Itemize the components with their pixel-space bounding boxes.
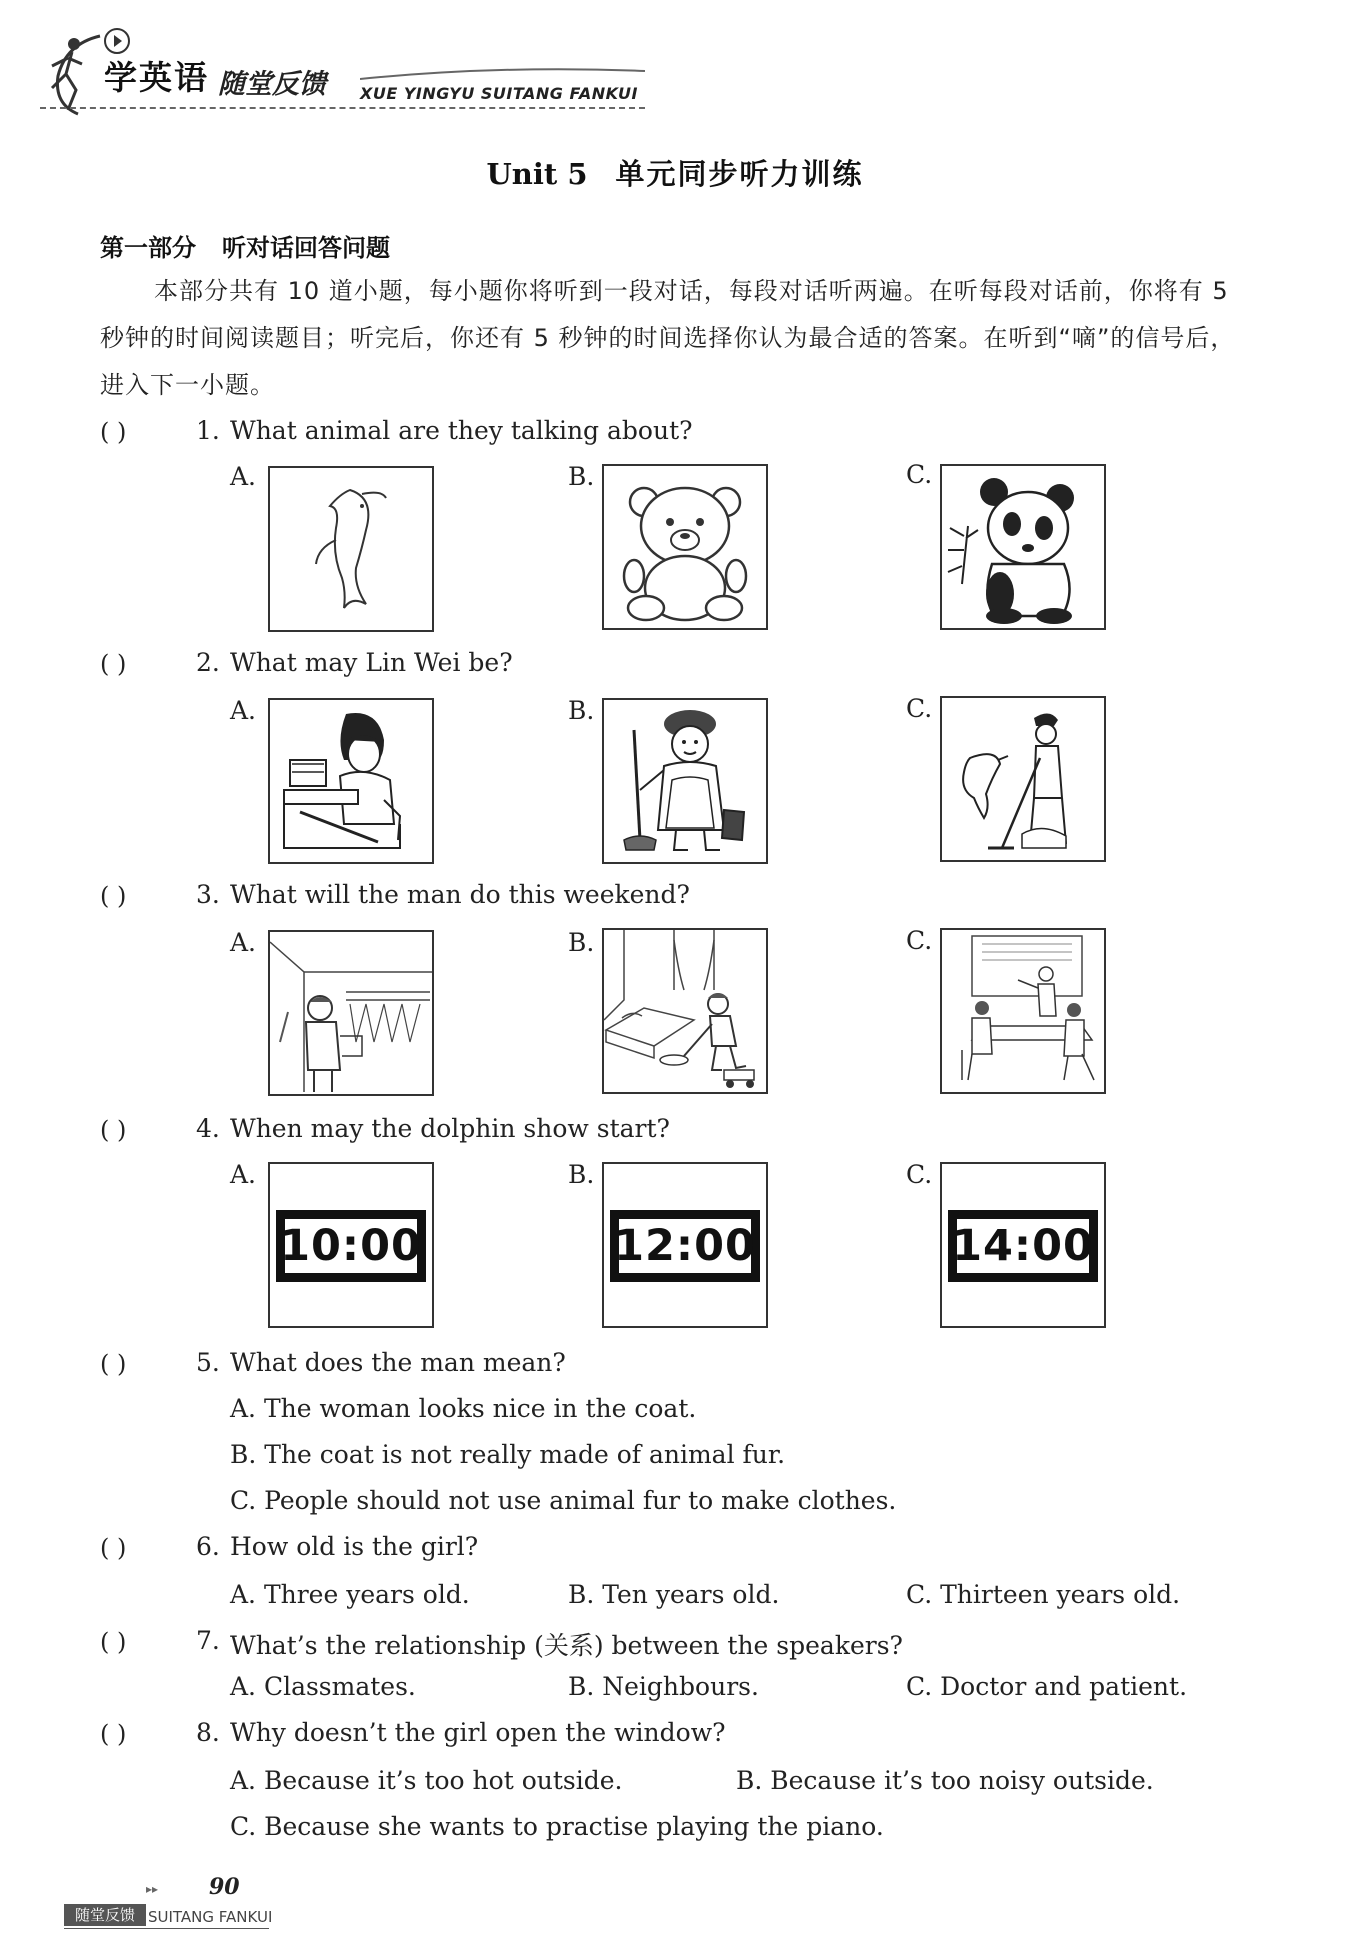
question-number: 6. <box>196 1532 220 1561</box>
option-image-a[interactable] <box>268 1162 434 1328</box>
choice-b[interactable]: B. Because it’s too noisy outside. <box>736 1766 1154 1795</box>
answer-blank[interactable]: ( ) <box>100 1628 127 1656</box>
option-image-a[interactable] <box>268 466 434 632</box>
option-image-b[interactable] <box>602 928 768 1094</box>
option-label: B. <box>568 462 595 491</box>
cleaner-icon <box>604 700 766 862</box>
choice-c[interactable]: C. Thirteen years old. <box>906 1580 1181 1609</box>
option-label: A. <box>230 462 257 491</box>
question-text: What does the man mean? <box>230 1348 566 1377</box>
answer-blank[interactable]: ( ) <box>100 1116 127 1144</box>
answer-blank[interactable]: ( ) <box>100 650 127 678</box>
dolphin-trainer-icon <box>942 698 1104 860</box>
choice-b[interactable]: B. The coat is not really made of animal fur. <box>230 1440 786 1469</box>
header-divider <box>40 107 645 109</box>
clock-time: 12:00 <box>618 1218 752 1274</box>
question-text: What will the man do this weekend? <box>230 880 690 909</box>
option-label: C. <box>906 460 933 489</box>
vacuum-cleaning-icon <box>604 930 766 1092</box>
choice-a[interactable]: A. Classmates. <box>230 1672 416 1701</box>
running-figure-icon <box>38 26 108 118</box>
question-number: 8. <box>196 1718 220 1747</box>
header-swoosh <box>360 66 645 80</box>
option-image-b[interactable] <box>602 698 768 864</box>
section-label: 第一部分 <box>100 234 196 262</box>
answer-blank[interactable]: ( ) <box>100 882 127 910</box>
panda-icon <box>942 466 1104 628</box>
choice-b[interactable]: B. Neighbours. <box>568 1672 759 1701</box>
option-label: C. <box>906 1160 933 1189</box>
choice-a[interactable]: A. Three years old. <box>230 1580 470 1609</box>
option-label: A. <box>230 1160 257 1189</box>
choice-a[interactable]: A. Because it’s too hot outside. <box>230 1766 623 1795</box>
option-label: A. <box>230 928 257 957</box>
teddy-bear-icon <box>604 466 766 628</box>
header-logo-cn: 学英语 <box>104 58 209 97</box>
option-label: B. <box>568 1160 595 1189</box>
digital-clock-icon <box>276 1210 426 1282</box>
answer-blank[interactable]: ( ) <box>100 1534 127 1562</box>
clock-time: 10:00 <box>284 1218 418 1274</box>
choice-c[interactable]: C. People should not use animal fur to make clothes. <box>230 1486 897 1515</box>
section-instructions: 本部分共有 10 道小题，每小题你将听到一段对话，每段对话听两遍。在听每段对话前，你将有 5 秒钟的时间阅读题目；听完后，你还有 5 秒钟的时间选择你认为最合适的答案。在听到“嘀”的信号后，进入下一小题。 <box>100 277 1236 399</box>
page-title <box>0 152 1350 193</box>
digital-clock-icon <box>948 1210 1098 1282</box>
clock-time: 14:00 <box>956 1218 1090 1274</box>
answer-blank[interactable]: ( ) <box>100 1350 127 1378</box>
play-icon <box>104 28 130 54</box>
option-label: C. <box>906 694 933 723</box>
option-label: B. <box>568 928 595 957</box>
footer-arrows: ▸▸ <box>146 1882 159 1896</box>
option-image-c[interactable] <box>940 696 1106 862</box>
choice-b[interactable]: B. Ten years old. <box>568 1580 780 1609</box>
option-image-c[interactable] <box>940 1162 1106 1328</box>
option-image-b[interactable] <box>602 464 768 630</box>
page-number: 90 <box>209 1874 240 1900</box>
question-text: When may the dolphin show start? <box>230 1114 670 1143</box>
shopping-icon <box>270 932 432 1094</box>
option-label: A. <box>230 696 257 725</box>
answer-blank[interactable]: ( ) <box>100 1720 127 1748</box>
footer-divider <box>64 1928 269 1929</box>
question-number: 4. <box>196 1114 220 1143</box>
option-image-b[interactable] <box>602 1162 768 1328</box>
section-title: 听对话回答问题 <box>222 234 390 262</box>
question-number: 5. <box>196 1348 220 1377</box>
meeting-icon <box>942 930 1104 1092</box>
option-label: C. <box>906 926 933 955</box>
choice-c[interactable]: C. Because she wants to practise playing the piano. <box>230 1812 884 1841</box>
question-text: How old is the girl? <box>230 1532 479 1561</box>
option-image-c[interactable] <box>940 464 1106 630</box>
question-text: Why doesn’t the girl open the window? <box>230 1718 726 1747</box>
digital-clock-icon <box>610 1210 760 1282</box>
header-logo <box>38 26 108 118</box>
unit-label: Unit 5 <box>486 157 588 191</box>
question-number: 1. <box>196 416 220 445</box>
choice-c[interactable]: C. Doctor and patient. <box>906 1672 1188 1701</box>
dolphin-icon <box>270 468 432 630</box>
question-text: What may Lin Wei be? <box>230 648 513 677</box>
answer-blank[interactable]: ( ) <box>100 418 127 446</box>
section-heading <box>100 228 390 263</box>
question-number: 3. <box>196 880 220 909</box>
header-logo-cn2: 随堂反馈 <box>218 69 326 100</box>
option-image-a[interactable] <box>268 698 434 864</box>
unit-title: 单元同步听力训练 <box>615 157 864 191</box>
header-series-en: XUE YINGYU SUITANG FANKUI <box>360 84 638 103</box>
choice-a[interactable]: A. The woman looks nice in the coat. <box>230 1394 697 1423</box>
question-text: What’s the relationship (关系) between the speakers? <box>230 1631 903 1660</box>
footer-badge: 随堂反馈 <box>64 1904 146 1926</box>
question-text: What animal are they talking about? <box>230 416 693 445</box>
shop-assistant-icon <box>270 700 432 862</box>
option-image-a[interactable] <box>268 930 434 1096</box>
option-image-c[interactable] <box>940 928 1106 1094</box>
question-number: 7. <box>196 1626 220 1655</box>
footer-series-en: SUITANG FANKUI <box>148 1908 273 1926</box>
option-label: B. <box>568 696 595 725</box>
question-number: 2. <box>196 648 220 677</box>
